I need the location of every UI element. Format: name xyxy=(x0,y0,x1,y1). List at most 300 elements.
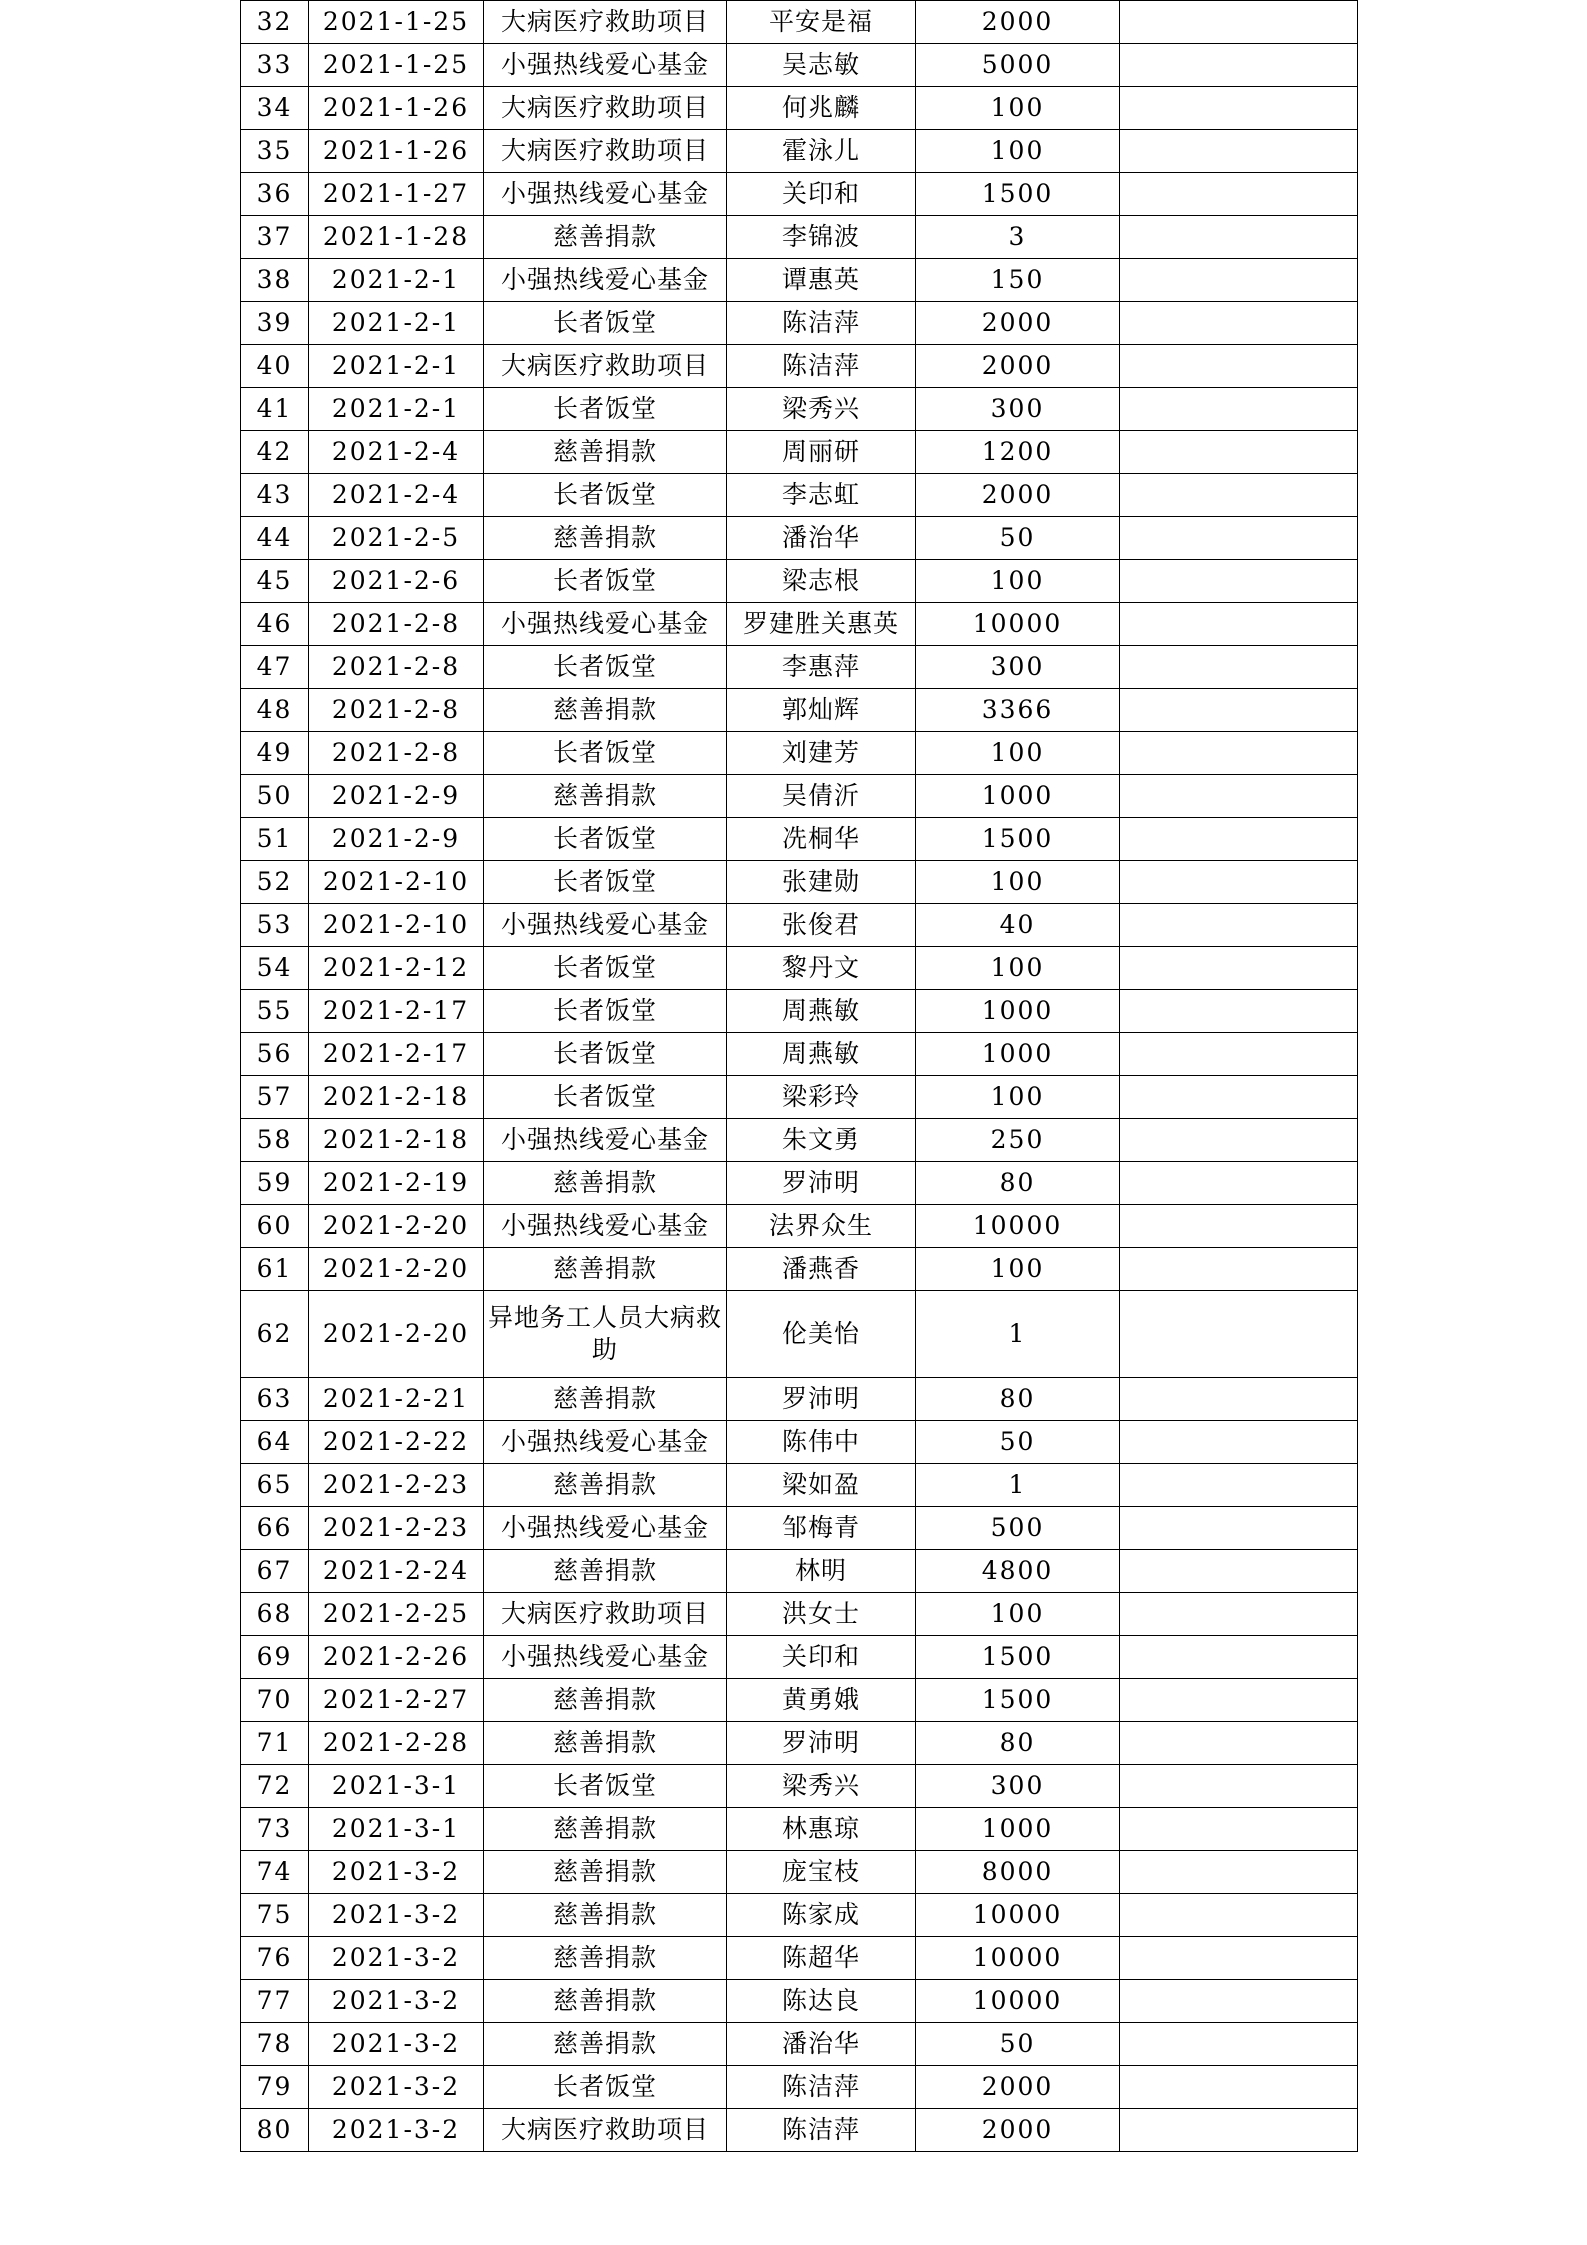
table-row xyxy=(241,1722,1358,1765)
cell-project: 小强热线爱心基金 xyxy=(484,603,727,646)
cell-date: 2021-2-21 xyxy=(309,1378,484,1421)
cell-project: 慈善捐款 xyxy=(484,1980,727,2023)
cell-project: 长者饭堂 xyxy=(484,990,727,1033)
cell-project: 慈善捐款 xyxy=(484,1550,727,1593)
cell-date: 2021-2-1 xyxy=(309,388,484,431)
cell-donor: 周燕敏 xyxy=(727,990,916,1033)
cell-amount: 80 xyxy=(916,1378,1120,1421)
cell-index: 33 xyxy=(241,44,309,87)
cell-donor: 张俊君 xyxy=(727,904,916,947)
cell-note xyxy=(1120,646,1358,689)
cell-project: 慈善捐款 xyxy=(484,775,727,818)
cell-donor: 黄勇娥 xyxy=(727,1679,916,1722)
cell-amount: 2000 xyxy=(916,345,1120,388)
cell-note xyxy=(1120,603,1358,646)
cell-note xyxy=(1120,216,1358,259)
cell-date: 2021-3-2 xyxy=(309,1851,484,1894)
table-row xyxy=(241,560,1358,603)
cell-date: 2021-2-8 xyxy=(309,646,484,689)
cell-date: 2021-3-2 xyxy=(309,1937,484,1980)
cell-amount: 1000 xyxy=(916,775,1120,818)
cell-project: 慈善捐款 xyxy=(484,689,727,732)
cell-note xyxy=(1120,1980,1358,2023)
cell-project: 大病医疗救助项目 xyxy=(484,2109,727,2152)
table-row xyxy=(241,1248,1358,1291)
cell-donor: 平安是福 xyxy=(727,1,916,44)
cell-date: 2021-2-23 xyxy=(309,1507,484,1550)
cell-index: 44 xyxy=(241,517,309,560)
cell-note xyxy=(1120,1894,1358,1937)
cell-amount: 3 xyxy=(916,216,1120,259)
table-row xyxy=(241,1937,1358,1980)
table-row xyxy=(241,904,1358,947)
cell-project: 慈善捐款 xyxy=(484,216,727,259)
cell-donor: 陈洁萍 xyxy=(727,2066,916,2109)
cell-date: 2021-2-26 xyxy=(309,1636,484,1679)
cell-date: 2021-2-20 xyxy=(309,1205,484,1248)
cell-index: 58 xyxy=(241,1119,309,1162)
cell-amount: 1200 xyxy=(916,431,1120,474)
cell-date: 2021-2-28 xyxy=(309,1722,484,1765)
table-row xyxy=(241,1076,1358,1119)
cell-project: 慈善捐款 xyxy=(484,517,727,560)
cell-project: 长者饭堂 xyxy=(484,2066,727,2109)
cell-amount: 40 xyxy=(916,904,1120,947)
cell-index: 61 xyxy=(241,1248,309,1291)
cell-project: 小强热线爱心基金 xyxy=(484,1119,727,1162)
table-row xyxy=(241,1765,1358,1808)
cell-date: 2021-2-27 xyxy=(309,1679,484,1722)
cell-donor: 潘治华 xyxy=(727,517,916,560)
cell-note xyxy=(1120,1808,1358,1851)
cell-index: 35 xyxy=(241,130,309,173)
cell-note xyxy=(1120,1291,1358,1378)
cell-project: 慈善捐款 xyxy=(484,1851,727,1894)
cell-note xyxy=(1120,517,1358,560)
cell-note xyxy=(1120,259,1358,302)
cell-donor: 陈洁萍 xyxy=(727,345,916,388)
cell-amount: 50 xyxy=(916,517,1120,560)
cell-amount: 2000 xyxy=(916,1,1120,44)
cell-date: 2021-2-8 xyxy=(309,603,484,646)
cell-date: 2021-3-2 xyxy=(309,1894,484,1937)
cell-note xyxy=(1120,1507,1358,1550)
cell-project: 慈善捐款 xyxy=(484,1162,727,1205)
cell-date: 2021-2-25 xyxy=(309,1593,484,1636)
cell-index: 54 xyxy=(241,947,309,990)
cell-index: 47 xyxy=(241,646,309,689)
cell-amount: 300 xyxy=(916,1765,1120,1808)
table-row xyxy=(241,861,1358,904)
table-row xyxy=(241,1679,1358,1722)
table-row xyxy=(241,775,1358,818)
cell-date: 2021-3-1 xyxy=(309,1808,484,1851)
cell-index: 67 xyxy=(241,1550,309,1593)
cell-project: 长者饭堂 xyxy=(484,388,727,431)
cell-amount: 100 xyxy=(916,87,1120,130)
cell-date: 2021-1-25 xyxy=(309,1,484,44)
table-row xyxy=(241,173,1358,216)
cell-project: 慈善捐款 xyxy=(484,1679,727,1722)
cell-donor: 罗沛明 xyxy=(727,1378,916,1421)
cell-index: 32 xyxy=(241,1,309,44)
cell-donor: 法界众生 xyxy=(727,1205,916,1248)
table-row xyxy=(241,1550,1358,1593)
cell-project: 小强热线爱心基金 xyxy=(484,259,727,302)
cell-donor: 吴志敏 xyxy=(727,44,916,87)
table-row xyxy=(241,1,1358,44)
cell-amount: 100 xyxy=(916,1248,1120,1291)
cell-project: 慈善捐款 xyxy=(484,1464,727,1507)
cell-note xyxy=(1120,1248,1358,1291)
cell-note xyxy=(1120,345,1358,388)
cell-index: 73 xyxy=(241,1808,309,1851)
cell-amount: 300 xyxy=(916,388,1120,431)
cell-date: 2021-2-19 xyxy=(309,1162,484,1205)
cell-amount: 80 xyxy=(916,1162,1120,1205)
table-row xyxy=(241,474,1358,517)
cell-date: 2021-2-8 xyxy=(309,689,484,732)
cell-project: 异地务工人员大病救助 xyxy=(484,1291,727,1378)
cell-amount: 80 xyxy=(916,1722,1120,1765)
cell-date: 2021-2-23 xyxy=(309,1464,484,1507)
cell-index: 75 xyxy=(241,1894,309,1937)
cell-amount: 2000 xyxy=(916,2066,1120,2109)
cell-date: 2021-2-12 xyxy=(309,947,484,990)
cell-project: 长者饭堂 xyxy=(484,861,727,904)
cell-donor: 林惠琼 xyxy=(727,1808,916,1851)
table-row xyxy=(241,1205,1358,1248)
cell-donor: 郭灿辉 xyxy=(727,689,916,732)
cell-index: 45 xyxy=(241,560,309,603)
cell-project: 长者饭堂 xyxy=(484,1033,727,1076)
cell-donor: 梁彩玲 xyxy=(727,1076,916,1119)
cell-project: 慈善捐款 xyxy=(484,2023,727,2066)
cell-amount: 1500 xyxy=(916,818,1120,861)
cell-index: 65 xyxy=(241,1464,309,1507)
cell-note xyxy=(1120,302,1358,345)
table-row xyxy=(241,130,1358,173)
cell-index: 69 xyxy=(241,1636,309,1679)
cell-date: 2021-2-10 xyxy=(309,904,484,947)
cell-donor: 罗沛明 xyxy=(727,1722,916,1765)
table-row xyxy=(241,259,1358,302)
cell-amount: 5000 xyxy=(916,44,1120,87)
cell-note xyxy=(1120,431,1358,474)
cell-date: 2021-1-26 xyxy=(309,87,484,130)
cell-donor: 李志虹 xyxy=(727,474,916,517)
cell-amount: 8000 xyxy=(916,1851,1120,1894)
cell-amount: 1 xyxy=(916,1291,1120,1378)
cell-donor: 吴倩沂 xyxy=(727,775,916,818)
table-row xyxy=(241,818,1358,861)
cell-date: 2021-2-8 xyxy=(309,732,484,775)
cell-project: 长者饭堂 xyxy=(484,646,727,689)
cell-index: 60 xyxy=(241,1205,309,1248)
cell-project: 小强热线爱心基金 xyxy=(484,1205,727,1248)
table-row xyxy=(241,689,1358,732)
cell-project: 大病医疗救助项目 xyxy=(484,130,727,173)
cell-note xyxy=(1120,1464,1358,1507)
cell-project: 慈善捐款 xyxy=(484,1378,727,1421)
cell-date: 2021-2-4 xyxy=(309,431,484,474)
cell-project: 小强热线爱心基金 xyxy=(484,1507,727,1550)
cell-donor: 伦美怡 xyxy=(727,1291,916,1378)
cell-donor: 张建勋 xyxy=(727,861,916,904)
cell-amount: 10000 xyxy=(916,1894,1120,1937)
table-row xyxy=(241,1119,1358,1162)
cell-donor: 冼桐华 xyxy=(727,818,916,861)
table-row xyxy=(241,1851,1358,1894)
cell-project: 小强热线爱心基金 xyxy=(484,904,727,947)
cell-date: 2021-2-9 xyxy=(309,775,484,818)
table-row xyxy=(241,947,1358,990)
cell-index: 52 xyxy=(241,861,309,904)
cell-donor: 庞宝枝 xyxy=(727,1851,916,1894)
cell-donor: 刘建芳 xyxy=(727,732,916,775)
cell-date: 2021-2-17 xyxy=(309,1033,484,1076)
cell-amount: 1000 xyxy=(916,990,1120,1033)
table-row xyxy=(241,1421,1358,1464)
table-row xyxy=(241,87,1358,130)
cell-note xyxy=(1120,1421,1358,1464)
cell-index: 59 xyxy=(241,1162,309,1205)
cell-amount: 1000 xyxy=(916,1808,1120,1851)
cell-amount: 3366 xyxy=(916,689,1120,732)
cell-date: 2021-2-1 xyxy=(309,302,484,345)
cell-amount: 1000 xyxy=(916,1033,1120,1076)
cell-date: 2021-2-20 xyxy=(309,1248,484,1291)
cell-date: 2021-3-2 xyxy=(309,2023,484,2066)
cell-amount: 10000 xyxy=(916,1205,1120,1248)
cell-note xyxy=(1120,1076,1358,1119)
cell-donor: 何兆麟 xyxy=(727,87,916,130)
cell-index: 70 xyxy=(241,1679,309,1722)
cell-project: 小强热线爱心基金 xyxy=(484,44,727,87)
cell-donor: 陈超华 xyxy=(727,1937,916,1980)
cell-note xyxy=(1120,775,1358,818)
cell-index: 43 xyxy=(241,474,309,517)
cell-note xyxy=(1120,87,1358,130)
cell-project: 慈善捐款 xyxy=(484,1248,727,1291)
cell-index: 76 xyxy=(241,1937,309,1980)
cell-donor: 陈伟中 xyxy=(727,1421,916,1464)
cell-donor: 洪女士 xyxy=(727,1593,916,1636)
cell-note xyxy=(1120,947,1358,990)
cell-amount: 100 xyxy=(916,947,1120,990)
cell-amount: 300 xyxy=(916,646,1120,689)
cell-donor: 林明 xyxy=(727,1550,916,1593)
cell-index: 51 xyxy=(241,818,309,861)
cell-note xyxy=(1120,1205,1358,1248)
table-row xyxy=(241,1507,1358,1550)
cell-note xyxy=(1120,2109,1358,2152)
cell-donor: 陈家成 xyxy=(727,1894,916,1937)
cell-donor: 周丽研 xyxy=(727,431,916,474)
cell-date: 2021-2-17 xyxy=(309,990,484,1033)
cell-donor: 关印和 xyxy=(727,1636,916,1679)
cell-project: 长者饭堂 xyxy=(484,560,727,603)
table-row xyxy=(241,2066,1358,2109)
cell-index: 74 xyxy=(241,1851,309,1894)
cell-date: 2021-3-2 xyxy=(309,1980,484,2023)
cell-index: 63 xyxy=(241,1378,309,1421)
cell-donor: 霍泳儿 xyxy=(727,130,916,173)
donation-records-table xyxy=(240,0,1358,2152)
cell-index: 66 xyxy=(241,1507,309,1550)
cell-index: 34 xyxy=(241,87,309,130)
table-row xyxy=(241,646,1358,689)
cell-donor: 陈洁萍 xyxy=(727,302,916,345)
cell-amount: 100 xyxy=(916,861,1120,904)
table-row xyxy=(241,603,1358,646)
cell-donor: 梁秀兴 xyxy=(727,388,916,431)
cell-date: 2021-2-6 xyxy=(309,560,484,603)
cell-amount: 1500 xyxy=(916,173,1120,216)
cell-note xyxy=(1120,388,1358,431)
cell-donor: 李惠萍 xyxy=(727,646,916,689)
cell-date: 2021-2-1 xyxy=(309,259,484,302)
cell-donor: 朱文勇 xyxy=(727,1119,916,1162)
cell-note xyxy=(1120,130,1358,173)
cell-index: 57 xyxy=(241,1076,309,1119)
table-row xyxy=(241,1980,1358,2023)
cell-amount: 100 xyxy=(916,1593,1120,1636)
cell-index: 80 xyxy=(241,2109,309,2152)
cell-project: 大病医疗救助项目 xyxy=(484,345,727,388)
cell-index: 78 xyxy=(241,2023,309,2066)
table-row xyxy=(241,990,1358,1033)
cell-donor: 关印和 xyxy=(727,173,916,216)
table-row xyxy=(241,2023,1358,2066)
cell-index: 50 xyxy=(241,775,309,818)
cell-note xyxy=(1120,818,1358,861)
cell-date: 2021-1-28 xyxy=(309,216,484,259)
cell-date: 2021-2-9 xyxy=(309,818,484,861)
cell-note xyxy=(1120,1550,1358,1593)
cell-donor: 罗沛明 xyxy=(727,1162,916,1205)
cell-note xyxy=(1120,173,1358,216)
cell-amount: 50 xyxy=(916,2023,1120,2066)
cell-note xyxy=(1120,904,1358,947)
cell-note xyxy=(1120,44,1358,87)
cell-amount: 250 xyxy=(916,1119,1120,1162)
cell-amount: 2000 xyxy=(916,2109,1120,2152)
cell-date: 2021-3-2 xyxy=(309,2109,484,2152)
cell-note xyxy=(1120,560,1358,603)
cell-index: 36 xyxy=(241,173,309,216)
cell-note xyxy=(1120,689,1358,732)
cell-index: 46 xyxy=(241,603,309,646)
table-row xyxy=(241,2109,1358,2152)
cell-note xyxy=(1120,1679,1358,1722)
cell-amount: 100 xyxy=(916,732,1120,775)
table-row xyxy=(241,732,1358,775)
cell-index: 48 xyxy=(241,689,309,732)
cell-note xyxy=(1120,2066,1358,2109)
cell-note xyxy=(1120,1162,1358,1205)
cell-project: 长者饭堂 xyxy=(484,818,727,861)
cell-index: 56 xyxy=(241,1033,309,1076)
table-row xyxy=(241,1033,1358,1076)
cell-note xyxy=(1120,990,1358,1033)
cell-project: 慈善捐款 xyxy=(484,1722,727,1765)
cell-project: 长者饭堂 xyxy=(484,1765,727,1808)
table-row xyxy=(241,1162,1358,1205)
cell-amount: 2000 xyxy=(916,474,1120,517)
cell-project: 小强热线爱心基金 xyxy=(484,173,727,216)
cell-project: 小强热线爱心基金 xyxy=(484,1421,727,1464)
cell-note xyxy=(1120,1636,1358,1679)
table-row xyxy=(241,302,1358,345)
cell-amount: 1 xyxy=(916,1464,1120,1507)
table-row xyxy=(241,1593,1358,1636)
table-row xyxy=(241,517,1358,560)
table-row xyxy=(241,44,1358,87)
cell-donor: 潘燕香 xyxy=(727,1248,916,1291)
cell-note xyxy=(1120,1937,1358,1980)
cell-index: 53 xyxy=(241,904,309,947)
cell-date: 2021-1-26 xyxy=(309,130,484,173)
cell-index: 71 xyxy=(241,1722,309,1765)
cell-donor: 梁秀兴 xyxy=(727,1765,916,1808)
cell-donor: 梁如盈 xyxy=(727,1464,916,1507)
cell-note xyxy=(1120,1722,1358,1765)
cell-note xyxy=(1120,1033,1358,1076)
cell-date: 2021-1-25 xyxy=(309,44,484,87)
cell-donor: 谭惠英 xyxy=(727,259,916,302)
table-row xyxy=(241,388,1358,431)
cell-amount: 50 xyxy=(916,1421,1120,1464)
cell-project: 长者饭堂 xyxy=(484,1076,727,1119)
table-row xyxy=(241,1378,1358,1421)
table-body xyxy=(241,1,1358,2152)
cell-note xyxy=(1120,1378,1358,1421)
cell-note xyxy=(1120,1851,1358,1894)
cell-index: 64 xyxy=(241,1421,309,1464)
cell-amount: 10000 xyxy=(916,1937,1120,1980)
cell-date: 2021-2-22 xyxy=(309,1421,484,1464)
cell-index: 40 xyxy=(241,345,309,388)
cell-amount: 1500 xyxy=(916,1636,1120,1679)
cell-date: 2021-2-5 xyxy=(309,517,484,560)
cell-amount: 2000 xyxy=(916,302,1120,345)
cell-note xyxy=(1120,474,1358,517)
cell-note xyxy=(1120,2023,1358,2066)
cell-project: 大病医疗救助项目 xyxy=(484,1593,727,1636)
table-row xyxy=(241,1464,1358,1507)
cell-project: 长者饭堂 xyxy=(484,732,727,775)
cell-donor: 潘治华 xyxy=(727,2023,916,2066)
cell-index: 55 xyxy=(241,990,309,1033)
cell-date: 2021-3-1 xyxy=(309,1765,484,1808)
cell-project: 长者饭堂 xyxy=(484,947,727,990)
cell-project: 长者饭堂 xyxy=(484,474,727,517)
cell-project: 慈善捐款 xyxy=(484,1808,727,1851)
cell-donor: 陈洁萍 xyxy=(727,2109,916,2152)
cell-project: 慈善捐款 xyxy=(484,1894,727,1937)
cell-index: 37 xyxy=(241,216,309,259)
cell-project: 大病医疗救助项目 xyxy=(484,1,727,44)
table-row xyxy=(241,431,1358,474)
cell-amount: 150 xyxy=(916,259,1120,302)
cell-project: 长者饭堂 xyxy=(484,302,727,345)
cell-donor: 李锦波 xyxy=(727,216,916,259)
cell-note xyxy=(1120,1119,1358,1162)
cell-note xyxy=(1120,732,1358,775)
table-row xyxy=(241,1808,1358,1851)
cell-donor: 罗建胜关惠英 xyxy=(727,603,916,646)
